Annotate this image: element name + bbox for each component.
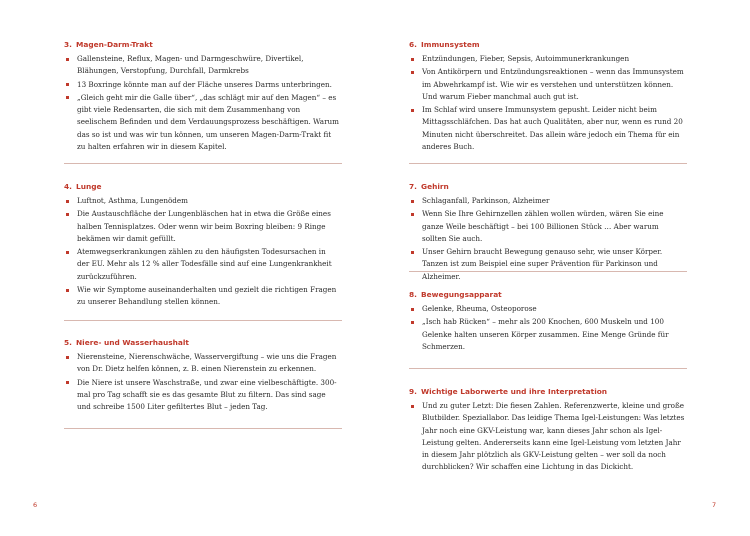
divider: [64, 428, 342, 429]
bullet-list: [64, 195, 340, 309]
divider: [64, 320, 342, 321]
list-item: Die Austauschfläche der Lungenbläschen hat in etwa die Größe eines halben Tennisplatzes. Oder wenn wir beim Boxring bleiben: 9 Ringe bekämen wir damit gefüllt.: [64, 208, 340, 245]
divider: [409, 271, 687, 272]
section-heading: 8. Bewegungsapparat: [409, 290, 502, 299]
bullet-list: [409, 303, 685, 353]
section-niere-wasserhaushalt: [64, 338, 340, 414]
section-heading: 7. Gehirn: [409, 182, 449, 191]
list-item: Gallensteine, Reflux, Magen- und Darmgeschwüre, Divertikel, Blähungen, Verstopfung, Durchfall, Darmkrebs: [64, 53, 340, 78]
bullet-list: [409, 53, 685, 153]
list-item: „Gleich geht mir die Galle über“, „das schlägt mir auf den Magen“ – es gibt viele Redensarten, die sich mit dem Zusammenhang von seelischem Befinden und dem Verdauungsprozess beschäftigen. Warum das so ist und was wir tun können, um unseren Magen-Darm-Trakt fit zu halten erfahren wir in diesem Kapitel.: [64, 92, 340, 153]
bullet-list: [64, 351, 340, 413]
list-item: Nierensteine, Nierenschwäche, Wasservergiftung – wie uns die Fragen von Dr. Dietz helfen können, z. B. einen Nierenstein zu erkennen.: [64, 351, 340, 376]
section-lunge: [64, 182, 340, 310]
list-item: Gelenke, Rheuma, Osteoporose: [409, 303, 685, 315]
section-gehirn: [409, 182, 685, 284]
list-item: Atemwegserkrankungen zählen zu den häufigsten Todesursachen in der EU. Mehr als 12 % aller Todesfälle sind auf eine Lungenkrankheit zurückzuführen.: [64, 246, 340, 283]
list-item: Im Schlaf wird unsere Immunsystem gepusht. Leider nicht beim Mittagsschläfchen. Das hat auch Qualitäten, aber nur, wenn es rund 20 Minuten nicht überschreitet. Das allein wäre jedoch ein Thema für ein anderes Buch.: [409, 104, 685, 153]
section-heading: 5. Niere- und Wasserhaushalt: [64, 338, 189, 347]
bullet-list: [409, 400, 685, 474]
section-bewegungsapparat: [409, 290, 685, 354]
list-item: Von Antikörpern und Entzündungsreaktionen – wenn das Immunsystem im Abwehrkampf ist. Wie wir es verstehen und unterstützen können. Und warum Fieber manchmal auch gut ist.: [409, 66, 685, 103]
page-number: 7: [712, 501, 717, 509]
bullet-list: [64, 53, 340, 153]
list-item: Wie wir Symptome auseinanderhalten und gezielt die richtigen Fragen zu unserer Behandlung stellen können.: [64, 284, 340, 309]
section-heading: 3. Magen-Darm-Trakt: [64, 40, 153, 49]
list-item: „Isch hab Rücken“ – mehr als 200 Knochen, 600 Muskeln und 100 Gelenke halten unseren Körper zusammen. Eine Menge Gründe für Schmerzen.: [409, 316, 685, 353]
divider: [409, 163, 687, 164]
section-immunsystem: [409, 40, 685, 154]
divider: [64, 163, 342, 164]
section-heading: 6. Immunsystem: [409, 40, 480, 49]
list-item: Wenn Sie Ihre Gehirnzellen zählen wollen würden, wären Sie eine ganze Weile beschäftigt – bei 100 Billionen Stück … Aber warum sollten Sie auch.: [409, 208, 685, 245]
bullet-list: [409, 195, 685, 283]
section-heading: 9. Wichtige Laborwerte und ihre Interpretation: [409, 387, 608, 396]
section-heading: 4. Lunge: [64, 182, 102, 191]
section-laborwerte: [409, 387, 685, 475]
list-item: Und zu guter Letzt: Die fiesen Zahlen. Referenzwerte, kleine und große Blutbilder. Speziallabor. Das leidige Thema Igel-Leistungen: Was letztes Jahr noch eine GKV-Leistung war, kann dieses Jahr schon als Igel-Leistung gelten. Andererseits kann eine Igel-Leistung vom letzten Jahr in diesem Jahr plötzlich als GKV-Leistung gelten – wer soll da noch durchblicken? Wir schaffen eine Lichtung in das Dickicht.: [409, 400, 685, 474]
list-item: Entzündungen, Fieber, Sepsis, Autoimmunerkrankungen: [409, 53, 685, 65]
list-item: Luftnot, Asthma, Lungenödem: [64, 195, 340, 207]
list-item: 13 Boxringe könnte man auf der Fläche unseres Darms unterbringen.: [64, 79, 340, 91]
page-number: 6: [33, 501, 38, 509]
list-item: Unser Gehirn braucht Bewegung genauso sehr, wie unser Körper. Tanzen ist zum Beispiel eine super Prävention für Parkinson und Alzheimer.: [409, 246, 685, 283]
right-page: [375, 0, 750, 536]
list-item: Die Niere ist unsere Waschstraße, und zwar eine vielbeschäftigte. 300-mal pro Tag schafft sie es das gesamte Blut zu filtern. Das sind sage und schreibe 1500 Liter gefiltertes Blut – jeden Tag.: [64, 377, 340, 414]
section-magen-darm-trakt: [64, 40, 340, 154]
list-item: Schlaganfall, Parkinson, Alzheimer: [409, 195, 685, 207]
divider: [409, 368, 687, 369]
